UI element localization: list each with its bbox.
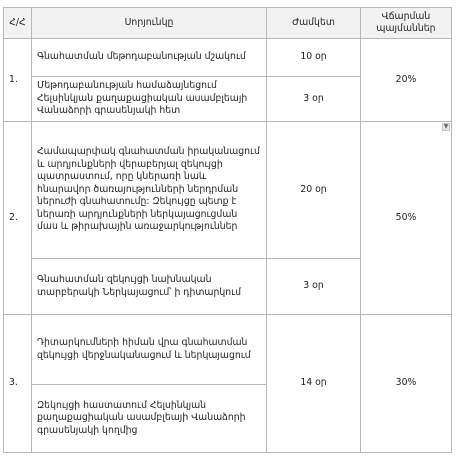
activity-cell: Համապարփակ գնահատման իրականացում և արդյունքների վերաբերյալ զեկույցի պատրաստում, որը կներառի նաև հնարավոր ծառայությունների ներդրման ներուժի գնահատումը: Զեկույցը պետք է ներառի արդյունքների ներկայացուցման մաս և թիրախային առաջարկություններ	[32, 122, 267, 259]
payment-cell	[361, 122, 452, 315]
payment-cell: 30%	[361, 315, 452, 453]
activity-cell: Զեկույցի հաստատում Հելսինկյան քաղաքացիական ասամբլեայի Վանաձորի գրասենյակի կողմից	[32, 385, 267, 453]
duration-cell: 20 օր	[267, 122, 361, 259]
table-header-row	[4, 8, 452, 39]
table-row	[4, 315, 452, 385]
payment-value: 50%	[395, 211, 417, 223]
row-number: 3.	[4, 315, 32, 453]
duration-cell: 3 օր	[267, 259, 361, 315]
header-activity: Սորյունկը	[32, 8, 267, 39]
activity-cell: Մեթոդաբանության համաձայնեցում Հելսինկյան քաղաքացիական ասամբլեայի Վանաձորի գրասենյակի հետ	[32, 77, 267, 122]
header-payment: Վճարման պայմաններ	[361, 8, 452, 39]
table-row	[4, 122, 452, 259]
activity-cell: Դիտարկումների հիման վրա գնահատման զեկույցի վերջնականացում և ներկայացում	[32, 315, 267, 385]
duration-cell: 14 օր	[267, 315, 361, 453]
duration-cell: 3 օր	[267, 77, 361, 122]
header-duration: Ժամկետ	[267, 8, 361, 39]
activity-cell: Գնահատման մեթոդաբանության մշակում	[32, 39, 267, 77]
payment-cell: 20%	[361, 39, 452, 122]
row-number: 1.	[4, 39, 32, 122]
schedule-table	[3, 7, 452, 453]
table-row	[4, 39, 452, 77]
dropdown-arrow-icon[interactable]: ▼	[443, 123, 449, 130]
activity-cell: Գնահատման զեկույցի նախնական տարբերակի Ներկայացում՝ ի դիտարկում	[32, 259, 267, 315]
row-number: 2.	[4, 122, 32, 315]
duration-cell: 10 օր	[267, 39, 361, 77]
header-number: Հ/Հ	[4, 8, 32, 39]
